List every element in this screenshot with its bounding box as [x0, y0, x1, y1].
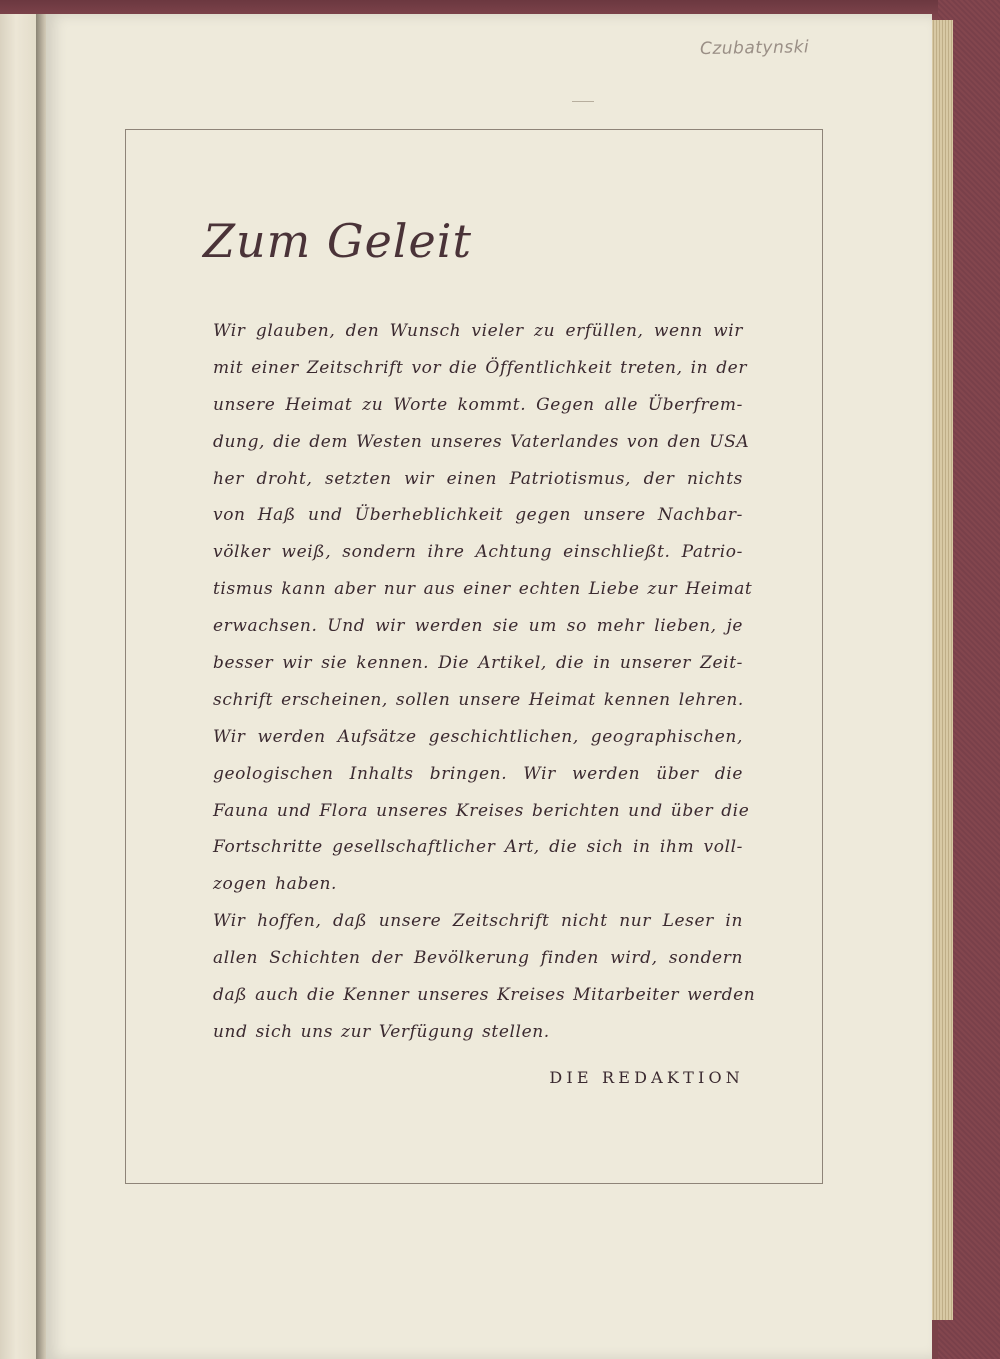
body-line: erwachsen. Und wir werden sie um so mehr lieben, je — [213, 616, 743, 637]
page-edges — [930, 20, 953, 1320]
body-line: dung, die dem Westen unseres Vaterlandes von den USA — [213, 431, 750, 452]
body-line: allen Schichten der Bevölkerung finden wird, sondern — [213, 948, 743, 969]
body-line: Wir hoffen, daß unsere Zeitschrift nicht nur Leser in — [213, 911, 743, 932]
pencil-mark — [572, 101, 594, 102]
body-line: Fauna und Flora unseres Kreises berichten und über die — [213, 800, 750, 821]
facing-page — [0, 14, 40, 1359]
body-line: her droht, setzten wir einen Patriotismus, der nichts — [213, 468, 743, 489]
body-line: geologischen Inhalts bringen. Wir werden über die — [213, 763, 743, 784]
body-line: zogen haben. — [213, 874, 338, 895]
body-line: und sich uns zur Verfügung stellen. — [213, 1021, 550, 1042]
body-line: Wir glauben, den Wunsch vieler zu erfüllen, wenn wir — [213, 321, 743, 341]
body-line: tismus kann aber nur aus einer echten Liebe zur Heimat — [213, 579, 753, 600]
body-line: schrift erscheinen, sollen unsere Heimat kennen lehren. — [213, 689, 744, 710]
body-line: völker weiß, sondern ihre Achtung einschließt. Patrio- — [213, 542, 743, 563]
body-line: mit einer Zeitschrift vor die Öffentlichkeit treten, in der — [213, 357, 748, 378]
body-text — [213, 313, 756, 1051]
body-line: besser wir sie kennen. Die Artikel, die in unserer Zeit- — [213, 653, 743, 674]
body-line: daß auch die Kenner unseres Kreises Mitarbeiter werden — [213, 985, 756, 1006]
body-line: Wir werden Aufsätze geschichtlichen, geographischen, — [213, 726, 743, 747]
body-line: von Haß und Überheblichkeit gegen unsere Nachbar- — [213, 505, 743, 526]
signature: DIE REDAKTION — [549, 1068, 744, 1087]
handwritten-note: Czubatynski — [699, 37, 810, 60]
body-line: Fortschritte gesellschaftlicher Art, die sich in ihm voll- — [213, 837, 743, 858]
page-title: Zum Geleit — [203, 214, 472, 268]
body-line: unsere Heimat zu Worte kommt. Gegen alle Überfrem- — [213, 394, 743, 415]
